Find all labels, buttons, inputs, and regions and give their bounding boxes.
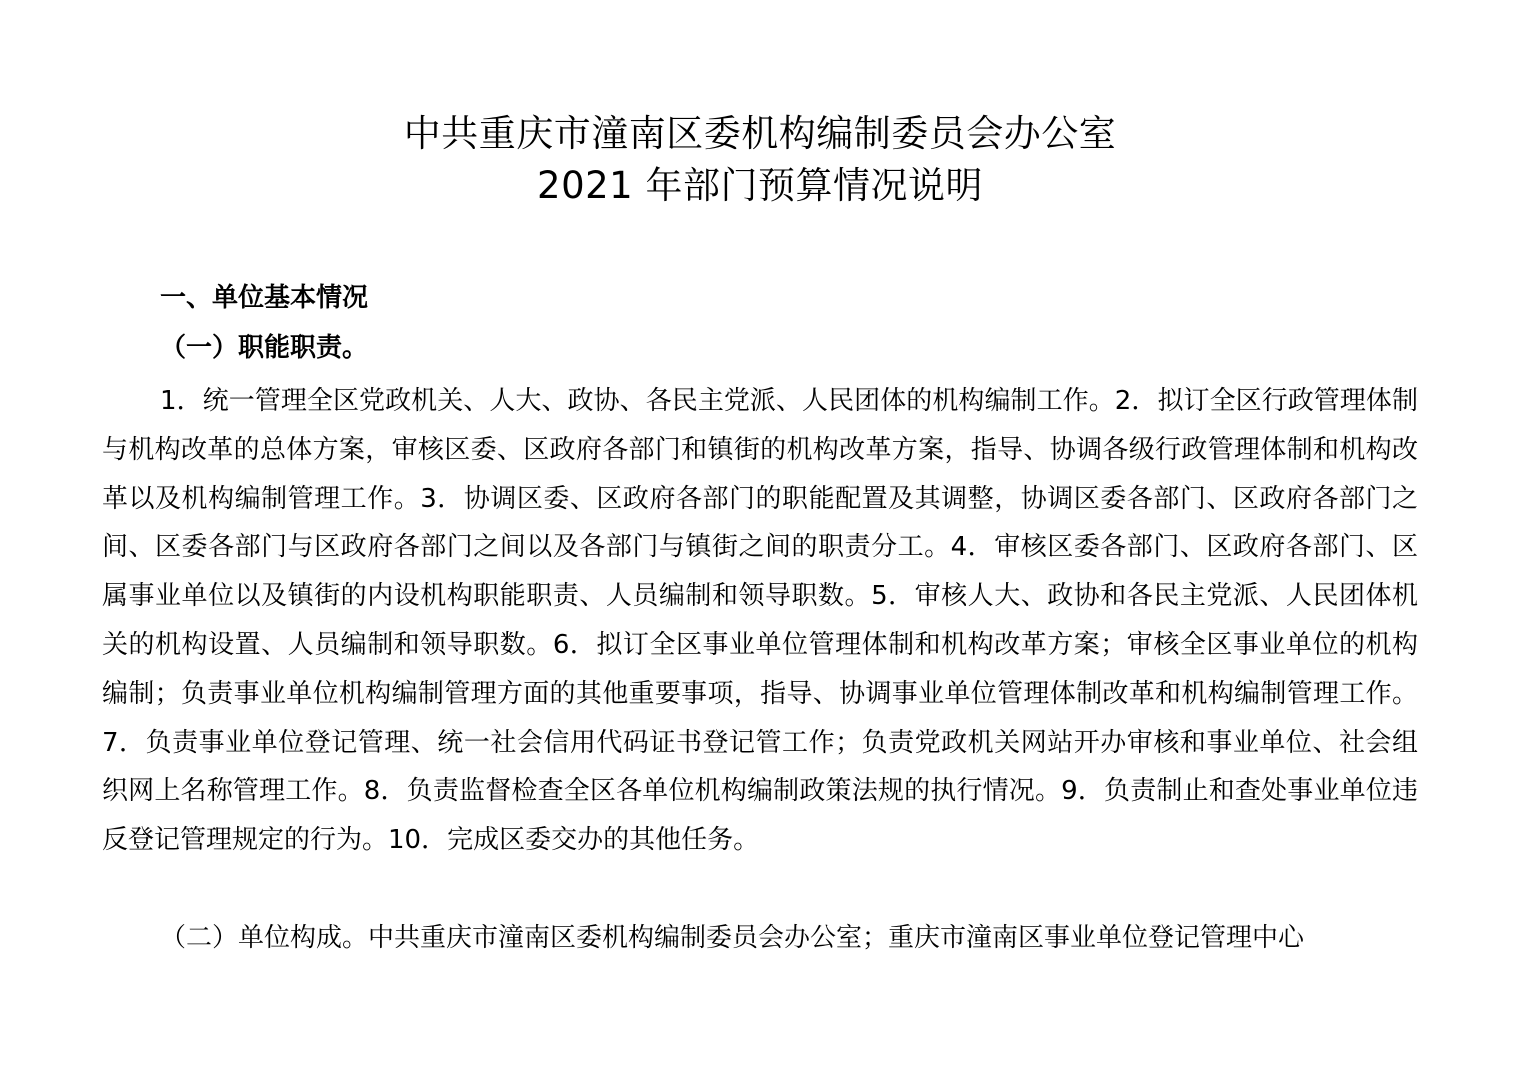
duties-paragraph: 1．统一管理全区党政机关、人大、政协、各民主党派、人民团体的机构编制工作。2．拟订全区行政管理体制与机构改革的总体方案，审核区委、区政府各部门和镇街的机构改革方案，指导、协调各级行政管理体制和机构改革以及机构编制管理工作。3．协调区委、区政府各部门的职能配置及其调整，协调区委各部门、区政府各部门之间、区委各部门与区政府各部门之间以及各部门与镇街之间的职责分工。4．审核区委各部门、区政府各部门、区属事业单位以及镇街的内设机构职能职责、人员编制和领导职数。5．审核人大、政协和各民主党派、人民团体机关的机构设置、人员编制和领导职数。6．拟订全区事业单位管理体制和机构改革方案；审核全区事业单位的机构编制；负责事业单位机构编制管理方面的其他重要事项，指导、协调事业单位管理体制改革和机构编制管理工作。7．负责事业单位登记管理、统一社会信用代码证书登记管工作；负责党政机关网站开办审核和事业单位、社会组织网上名称管理工作。8．负责监督检查全区各单位机构编制政策法规的执行情况。9．负责制止和查处事业单位违反登记管理规定的行为。10．完成区委交办的其他任务。 (102, 386, 1418, 856)
document-title-line2: 2021 年部门预算情况说明 (537, 164, 983, 207)
document-title-line1: 中共重庆市潼南区委机构编制委员会办公室 (403, 112, 1117, 155)
section-heading-unit-basics: 一、单位基本情况 (160, 283, 369, 313)
unit-composition-paragraph: （二）单位构成。中共重庆市潼南区委机构编制委员会办公室；重庆市潼南区事业单位登记管理中心 (160, 923, 1305, 953)
subsection-heading-duties: （一）职能职责。 (160, 333, 369, 363)
